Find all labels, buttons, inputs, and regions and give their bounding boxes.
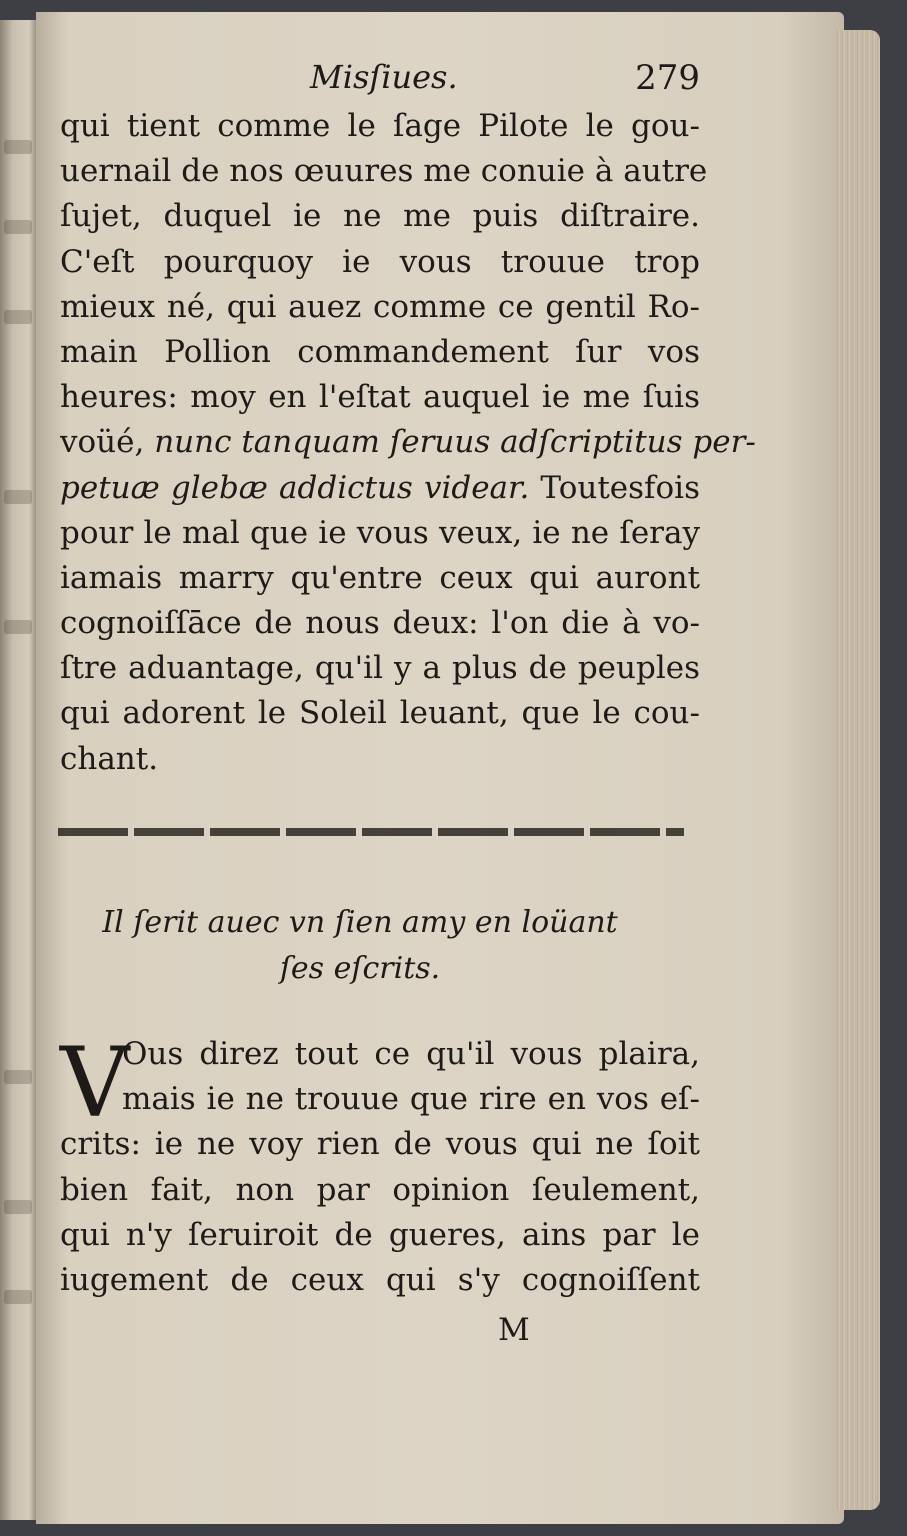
latin-quote: nunc tanquam ſeruus adſcriptitus per-: [154, 424, 756, 461]
heading-line: ſes eſcrits.: [279, 951, 441, 986]
letter-heading: [60, 900, 660, 992]
bleed-mark: [4, 1290, 32, 1304]
section-divider-rule: [58, 828, 684, 836]
text-line: ſujet, duquel ie ne me puis diſtraire.: [60, 198, 700, 235]
letter-1-text: [60, 104, 756, 782]
text-line: mieux né, qui auez comme ce gentil Ro-: [60, 288, 700, 325]
bleed-mark: [4, 220, 32, 234]
page-block-edge: [836, 30, 880, 1510]
text-line: Ous direz tout ce qu'il vous plaira,: [122, 1036, 700, 1072]
latin-quote: petuæ glebæ addictus videar.: [60, 469, 530, 506]
text-line: main Pollion commandement ſur vos: [60, 333, 700, 370]
text-line: iamais marry qu'entre ceux qui auront: [60, 559, 700, 596]
page-header: [60, 58, 700, 102]
text-line: qui n'y ſeruiroit de gueres, ains par le: [60, 1216, 700, 1253]
text-span: Toutesfois: [540, 469, 700, 506]
text-line: ſtre aduantage, qu'il y a plus de peuples: [60, 650, 700, 687]
bleed-mark: [4, 1070, 32, 1084]
heading-line: Il ſerit auec vn ſien amy en loüant: [102, 905, 618, 940]
bleed-mark: [4, 490, 32, 504]
text-line: chant.: [60, 740, 159, 777]
bleed-mark: [4, 140, 32, 154]
text-line: [60, 420, 756, 465]
text-line: bien fait, non par opinion ſeulement,: [60, 1171, 700, 1208]
facing-page-edge: [0, 20, 36, 1520]
bleed-mark: [4, 310, 32, 324]
text-line: crits: ie ne voy rien de vous qui ne ſoit: [60, 1126, 700, 1163]
catchword: M: [498, 1312, 530, 1348]
text-line: qui tient comme le ſage Pilote le gou-: [60, 108, 700, 144]
text-line: uernail de nos œuures me conuie à autre: [60, 153, 708, 190]
text-line: qui adorent le Soleil leuant, que le cou-: [60, 695, 700, 732]
text-span: voüé,: [60, 424, 145, 461]
text-line: pour le mal que ie vous veux, ie ne ſeray: [60, 514, 700, 551]
text-line: iugement de ceux qui s'y cognoiſſent: [60, 1261, 700, 1298]
text-line: cognoiſſāce de nous deux: l'on die à vo-: [60, 605, 700, 642]
page-number: 279: [635, 58, 700, 98]
letter-2-text: [60, 1027, 700, 1303]
drop-capital: V: [60, 1027, 130, 1139]
text-line: mais ie ne trouue que rire en vos eſ-: [122, 1081, 700, 1118]
running-title: Misſiues.: [310, 58, 458, 96]
bleed-mark: [4, 620, 32, 634]
text-line: C'eſt pourquoy ie vous trouue trop: [60, 243, 700, 280]
text-line: heures: moy en l'eſtat auquel ie me ſuis: [60, 379, 700, 416]
text-line: [60, 466, 700, 511]
bleed-mark: [4, 1200, 32, 1214]
